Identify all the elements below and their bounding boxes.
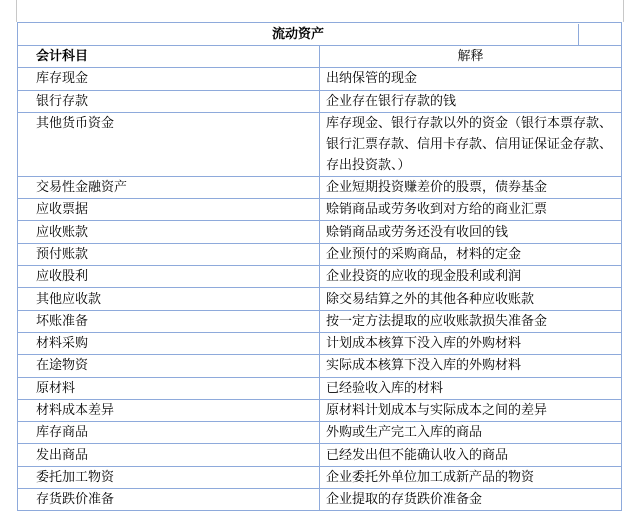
row-explanation[interactable]: 按一定方法提取的应收账款损失准备金 [320, 310, 622, 332]
row-explanation[interactable]: 企业预付的采购商品，材料的定金 [320, 243, 622, 265]
row-explanation[interactable]: 已经发出但不能确认收入的商品 [320, 444, 622, 466]
table-row [18, 332, 622, 354]
table-row [18, 310, 622, 332]
row-subject[interactable]: 坏账准备 [18, 310, 320, 332]
row-subject[interactable]: 应收票据 [18, 199, 320, 221]
margin-guide-right [623, 0, 624, 22]
document-margin-guides [0, 0, 640, 22]
row-subject[interactable]: 银行存款 [18, 90, 320, 112]
row-subject[interactable]: 委托加工物资 [18, 466, 320, 488]
row-subject[interactable]: 预付账款 [18, 243, 320, 265]
table-row [18, 176, 622, 198]
table-row [18, 489, 622, 511]
row-subject[interactable]: 库存现金 [18, 68, 320, 90]
row-explanation[interactable]: 已经验收入库的材料 [320, 377, 622, 399]
row-explanation[interactable]: 赊销商品或劳务还没有收回的钱 [320, 221, 622, 243]
row-explanation[interactable]: 库存现金、银行存款以外的资金（银行本票存款、银行汇票存款、信用卡存款、信用证保证金存款、存出投资款、） [320, 112, 622, 176]
margin-guide-left [16, 0, 17, 22]
table-row [18, 199, 622, 221]
table-row [18, 266, 622, 288]
row-subject[interactable]: 发出商品 [18, 444, 320, 466]
row-subject[interactable]: 存货跌价准备 [18, 489, 320, 511]
row-explanation[interactable]: 企业委托外单位加工成新产品的物资 [320, 466, 622, 488]
row-subject[interactable]: 在途物资 [18, 355, 320, 377]
row-subject[interactable]: 其他货币资金 [18, 112, 320, 176]
table-row [18, 466, 622, 488]
row-explanation[interactable]: 原材料计划成本与实际成本之间的差异 [320, 399, 622, 421]
row-explanation[interactable]: 实际成本核算下没入库的外购材料 [320, 355, 622, 377]
title-side-cell [578, 24, 621, 45]
row-subject[interactable]: 应收股利 [18, 266, 320, 288]
row-explanation[interactable]: 企业存在银行存款的钱 [320, 90, 622, 112]
row-explanation[interactable]: 赊销商品或劳务收到对方给的商业汇票 [320, 199, 622, 221]
row-subject[interactable]: 交易性金融资产 [18, 176, 320, 198]
row-explanation[interactable]: 外购或生产完工入库的商品 [320, 422, 622, 444]
row-explanation[interactable]: 出纳保管的现金 [320, 68, 622, 90]
table-title-row [18, 23, 622, 46]
header-explanation[interactable]: 解释 [320, 46, 622, 68]
header-subject[interactable]: 会计科目 [18, 46, 320, 68]
table-title: 流动资产 [271, 26, 324, 42]
table-row [18, 355, 622, 377]
table-row [18, 243, 622, 265]
row-explanation[interactable]: 企业提取的存货跌价准备金 [320, 489, 622, 511]
table-row [18, 90, 622, 112]
row-explanation[interactable]: 企业短期投资赚差价的股票，债券基金 [320, 176, 622, 198]
row-subject[interactable]: 原材料 [18, 377, 320, 399]
table-row [18, 422, 622, 444]
table-row [18, 68, 622, 90]
row-subject[interactable]: 材料采购 [18, 332, 320, 354]
row-subject[interactable]: 材料成本差异 [18, 399, 320, 421]
table-row [18, 444, 622, 466]
table-row [18, 377, 622, 399]
row-explanation[interactable]: 除交易结算之外的其他各种应收账款 [320, 288, 622, 310]
row-subject[interactable]: 库存商品 [18, 422, 320, 444]
row-explanation[interactable]: 计划成本核算下没入库的外购材料 [320, 332, 622, 354]
table-row [18, 399, 622, 421]
row-subject[interactable]: 其他应收款 [18, 288, 320, 310]
current-assets-table [17, 22, 622, 511]
table-header-row [18, 46, 622, 68]
table-row [18, 221, 622, 243]
row-subject[interactable]: 应收账款 [18, 221, 320, 243]
row-explanation[interactable]: 企业投资的应收的现金股利或利润 [320, 266, 622, 288]
table-row [18, 288, 622, 310]
table-title-cell[interactable] [18, 23, 622, 46]
table-row [18, 112, 622, 176]
